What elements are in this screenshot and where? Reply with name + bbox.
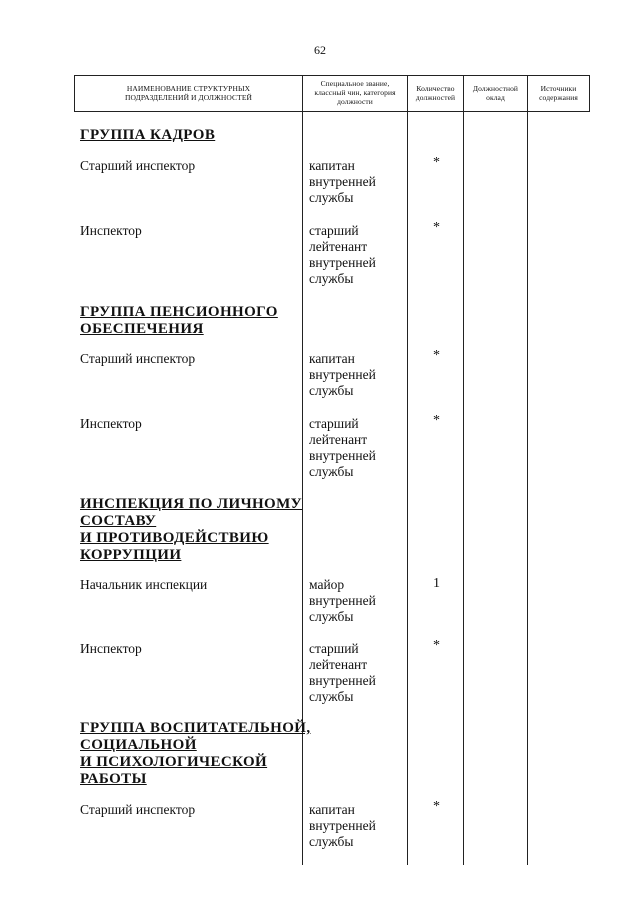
position-name: Начальник инспекции	[80, 577, 208, 592]
rank-cell: капитан внутренней службы	[309, 351, 376, 398]
rank-cell: капитан внутренней службы	[309, 158, 376, 205]
quantity-cell: *	[433, 799, 440, 814]
page-number: 62	[314, 43, 326, 57]
quantity-cell: *	[433, 413, 440, 428]
header-rank: Специальное звание, классный чин, категория должности	[314, 79, 396, 106]
header-salary: Должностной оклад	[472, 84, 519, 102]
col-divider-3	[407, 75, 408, 865]
position-name: Старший инспектор	[80, 802, 196, 817]
section-title: ИНСПЕКЦИЯ ПО ЛИЧНОМУ СОСТАВУ И ПРОТИВОДЕЙСТВИЮ КОРРУПЦИИ	[80, 496, 303, 563]
section-title: ГРУППА ВОСПИТАТЕЛЬНОЙ, СОЦИАЛЬНОЙ И ПСИХОЛОГИЧЕСКОЙ РАБОТЫ	[80, 720, 311, 787]
quantity-cell: *	[433, 638, 440, 653]
rank-cell: старший лейтенант внутренней службы	[309, 641, 376, 704]
quantity-cell: *	[433, 348, 440, 363]
col-divider-5	[527, 75, 528, 865]
header-quantity: Количество должностей	[415, 84, 456, 102]
position-name: Инспектор	[80, 416, 142, 431]
position-name: Старший инспектор	[80, 158, 196, 173]
quantity-cell: *	[433, 220, 440, 235]
rank-cell: капитан внутренней службы	[309, 802, 376, 849]
section-title: ГРУППА ПЕНСИОННОГО ОБЕСПЕЧЕНИЯ	[80, 304, 278, 337]
quantity-cell: 1	[433, 576, 440, 591]
section-title: ГРУППА КАДРОВ	[80, 127, 216, 143]
header-funding-sources: Источники содержания	[539, 84, 578, 102]
header-bottom-border	[74, 111, 590, 112]
rank-cell: майор внутренней службы	[309, 577, 376, 624]
position-name: Инспектор	[80, 223, 142, 238]
header-structural-units: НАИМЕНОВАНИЕ СТРУКТУРНЫХ ПОДРАЗДЕЛЕНИЙ И ДОЛЖНОСТЕЙ	[124, 84, 253, 102]
position-name: Инспектор	[80, 641, 142, 656]
col-divider-4	[463, 75, 464, 865]
col-divider-6	[589, 75, 590, 112]
rank-cell: старший лейтенант внутренней службы	[309, 223, 376, 286]
quantity-cell: *	[433, 155, 440, 170]
position-name: Старший инспектор	[80, 351, 196, 366]
table-top-border	[74, 75, 590, 76]
rank-cell: старший лейтенант внутренней службы	[309, 416, 376, 479]
